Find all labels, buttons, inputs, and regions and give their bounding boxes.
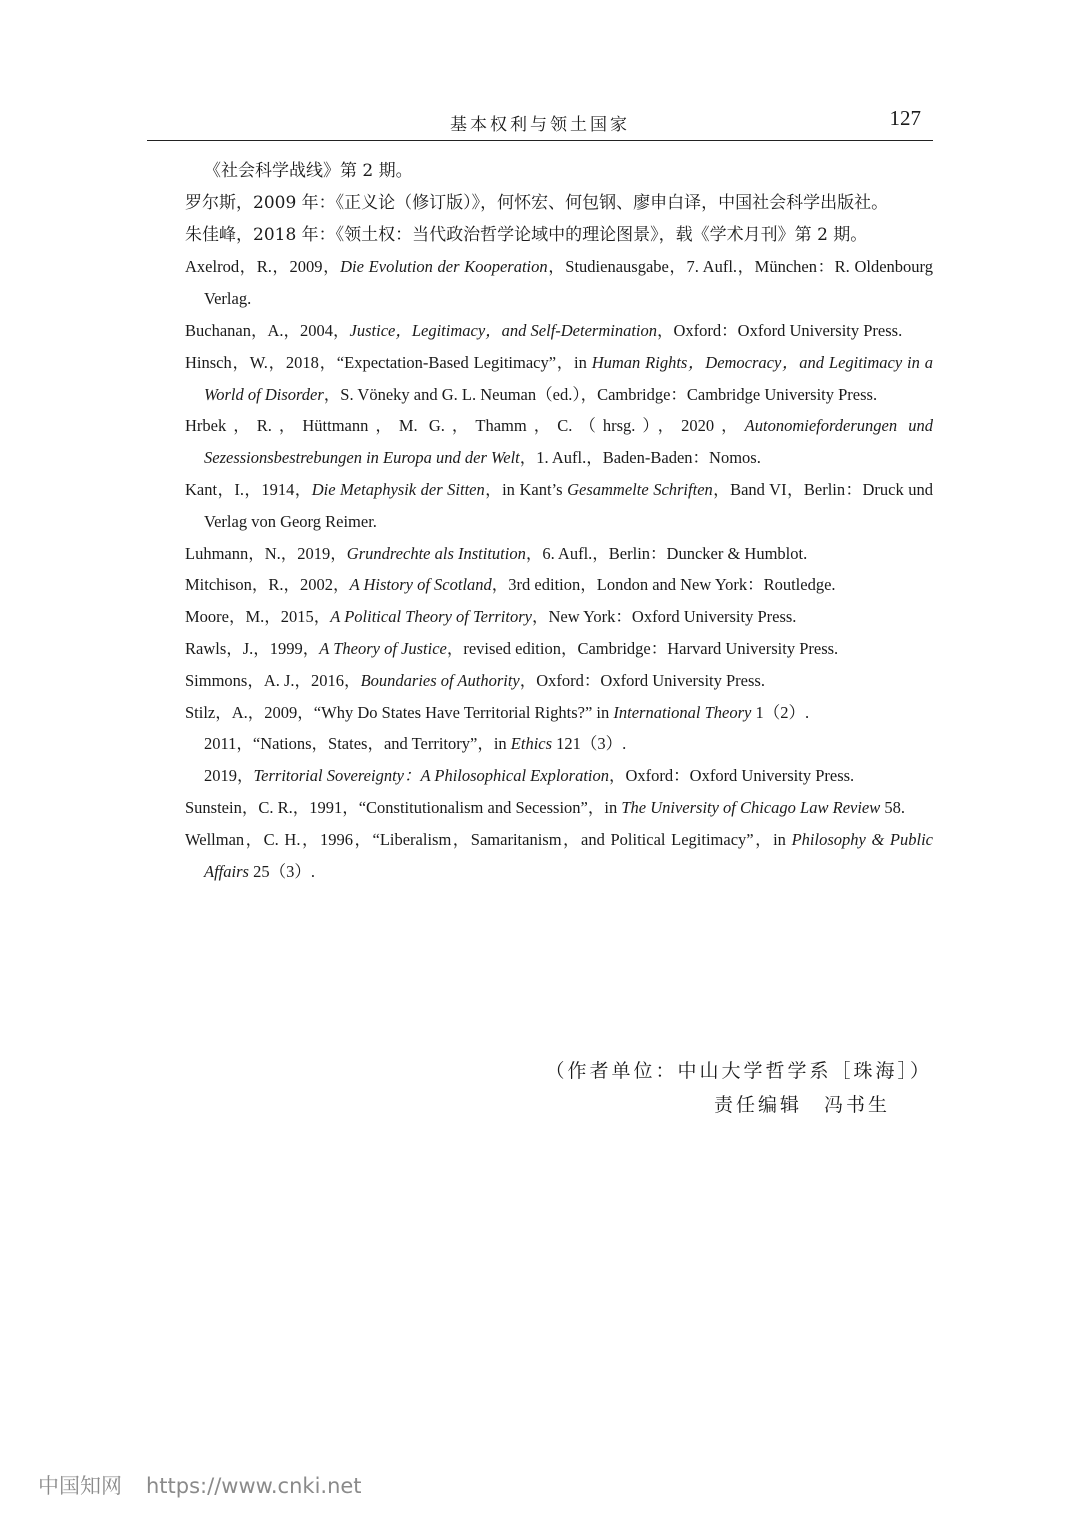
reference-text: ，Oxford：Oxford University Press. xyxy=(519,670,765,690)
reference-text: ，S. Vöneky and G. L. Neuman（ed.），Cambridge：Cambridge University Press. xyxy=(323,384,878,404)
reference-title: Autonomieforderungen und Sezessionsbestrebungen in Europa und der Welt xyxy=(204,416,934,468)
reference-entry xyxy=(185,538,933,570)
reference-entry xyxy=(185,665,933,697)
reference-entry xyxy=(185,824,933,888)
reference-title: Philosophy & Public Affairs xyxy=(204,829,933,881)
reference-text: 2011，“Nations，States，and Territory”，in xyxy=(204,734,511,754)
reference-entry xyxy=(185,697,933,729)
reference-entry xyxy=(185,347,933,411)
reference-text: Hinsch，W.，2018，“Expectation-Based Legitimacy”，in xyxy=(185,352,592,372)
reference-text: 2019， xyxy=(204,766,254,786)
reference-text: Rawls，J.，1999， xyxy=(185,638,320,658)
reference-title: Human Rights，Democracy，and Legitimacy in a World of Disorder xyxy=(204,352,933,404)
reference-text: Moore，M.，2015， xyxy=(185,607,331,627)
reference-entry xyxy=(185,633,933,665)
reference-title: Ethics xyxy=(510,734,553,754)
reference-entry xyxy=(185,792,933,824)
reference-entry xyxy=(185,728,933,760)
reference-text: ，in Kant’s xyxy=(484,479,568,499)
reference-text: ，New York：Oxford University Press. xyxy=(531,607,797,627)
reference-entry xyxy=(185,220,933,252)
reference-title: Justice，Legitimacy，and Self-Determination xyxy=(349,320,658,340)
cnki-watermark xyxy=(38,1470,362,1500)
reference-text: Stilz，A.，2009，“Why Do States Have Territorial Rights?” in xyxy=(185,702,614,722)
responsible-editor: 责任编辑 冯书生 xyxy=(713,1094,890,1116)
reference-entry xyxy=(185,315,933,347)
reference-entry xyxy=(185,156,933,188)
reference-entry xyxy=(185,569,933,601)
reference-title: Gesammelte Schriften xyxy=(567,479,713,499)
reference-text: 58. xyxy=(880,797,906,817)
reference-title: A Political Theory of Territory xyxy=(330,607,532,627)
reference-title: Die Evolution der Kooperation xyxy=(340,257,548,277)
reference-text: 1（2）. xyxy=(751,702,810,722)
reference-text: Hrbek，R.，Hüttmann，M. G.，Thamm，C.（hrsg.），2020， xyxy=(185,416,745,436)
reference-title: International Theory xyxy=(613,702,752,722)
reference-text: ，3rd edition，London and New York：Routledge. xyxy=(491,575,836,595)
reference-title: The University of Chicago Law Review xyxy=(621,797,881,817)
reference-text: Axelrod，R.，2009， xyxy=(185,257,341,277)
reference-text: ，1. Aufl.，Baden-Baden：Nomos. xyxy=(519,448,761,468)
reference-text: Mitchison，R.，2002， xyxy=(185,575,350,595)
reference-text: ，Oxford：Oxford University Press. xyxy=(657,320,903,340)
reference-entry xyxy=(185,410,933,474)
author-affiliation: （作者单位：中山大学哲学系［珠海］） xyxy=(545,1060,932,1082)
watermark-brand: 中国知网 xyxy=(38,1474,122,1498)
reference-text: Simmons，A. J.，2016， xyxy=(185,670,361,690)
reference-title: Boundaries of Authority xyxy=(360,670,520,690)
reference-text: Wellman，C. H.，1996，“Liberalism，Samaritanism，and Political Legitimacy”，in xyxy=(185,829,792,849)
reference-text: ，revised edition，Cambridge：Harvard University Press. xyxy=(446,638,839,658)
reference-entry xyxy=(185,601,933,633)
reference-text: 朱佳峰，2018 年：《领土权：当代政治哲学论域中的理论图景》，载《学术月刊》第 2 期。 xyxy=(185,224,868,245)
reference-text: 25（3）. xyxy=(248,861,315,881)
reference-text: 《社会科学战线》第 2 期。 xyxy=(204,161,413,181)
reference-title: Die Metaphysik der Sitten xyxy=(311,479,485,499)
reference-text: ，Studienausgabe，7. Aufl.，München：R. Oldenbourg Verlag. xyxy=(204,257,933,309)
reference-text: Sunstein，C. R.，1991，“Constitutionalism and Secession”，in xyxy=(185,797,622,817)
reference-title: A Theory of Justice xyxy=(319,638,447,658)
reference-text: Buchanan，A.，2004， xyxy=(185,320,350,340)
page-header xyxy=(147,104,933,141)
running-title: 基本权利与领土国家 xyxy=(450,115,630,135)
reference-text: ，Oxford：Oxford University Press. xyxy=(609,766,855,786)
page-number: 127 xyxy=(889,106,921,130)
reference-text: 121（3）. xyxy=(552,734,627,754)
reference-entry xyxy=(185,474,933,538)
reference-text: ，6. Aufl.，Berlin：Duncker & Humblot. xyxy=(525,543,808,563)
reference-title: Territorial Sovereignty：A Philosophical Exploration xyxy=(253,766,609,786)
reference-text: Kant，I.，1914， xyxy=(185,479,312,499)
reference-text: ，Band VI，Berlin：Druck und Verlag von Georg Reimer. xyxy=(204,479,933,531)
reference-text: 罗尔斯，2009 年：《正义论（修订版）》，何怀宏、何包钢、廖申白译，中国社会科学出版社。 xyxy=(185,192,889,213)
reference-title: Grundrechte als Institution xyxy=(346,543,526,563)
reference-title: A History of Scotland xyxy=(349,575,492,595)
reference-entry xyxy=(185,760,933,792)
reference-list xyxy=(185,156,933,887)
watermark-url: https://www.cnki.net xyxy=(146,1474,362,1498)
reference-text: Luhmann，N.，2019， xyxy=(185,543,347,563)
reference-entry xyxy=(185,251,933,315)
reference-entry xyxy=(185,188,933,220)
